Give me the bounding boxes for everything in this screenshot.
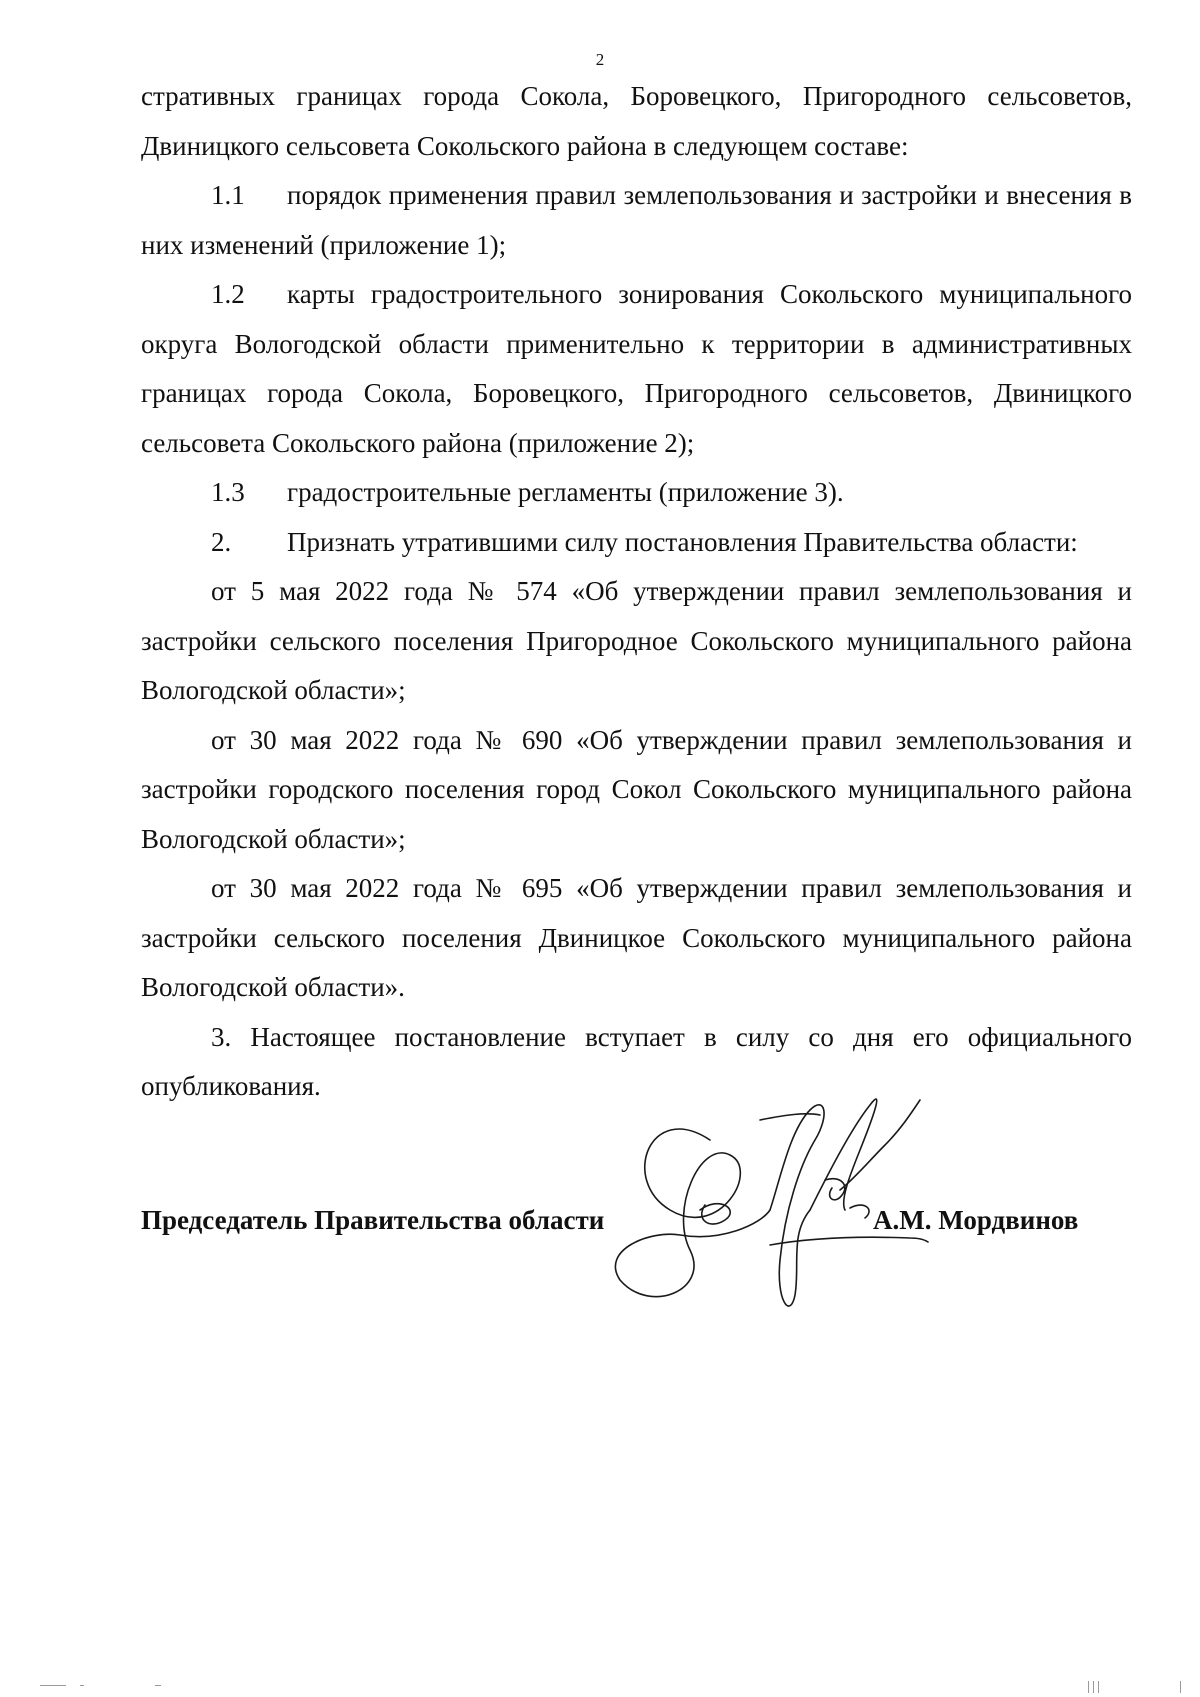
paragraph-text: стративных границах города Сокола, Боровецкого, Пригородного сельсоветов, Двиницкого сельсовета Сокольского района в следующем составе: (141, 81, 1132, 161)
list-item-1-2 (141, 270, 1132, 468)
list-item-number: 1.1 (211, 180, 245, 210)
paragraph-text: от 30 мая 2022 года № 690 «Об утверждении правил землепользования и застройки городского поселения город Сокол Сокольского муниципального района Вологодской области»; (141, 724, 1132, 854)
list-item-text: порядок применения правил землепользования и застройки и внесения в них изменений (приложение 1); (141, 180, 1132, 260)
list-item-number: 1.2 (211, 279, 245, 309)
document-body (141, 72, 1132, 1112)
list-item-1-1 (141, 171, 1132, 270)
list-item-text: Признать утратившими силу постановления Правительства области: (287, 526, 1078, 557)
handwritten-signature (610, 1060, 930, 1350)
list-item-number: 1.3 (211, 477, 245, 507)
list-item-1-3 (141, 468, 1132, 518)
list-item-text: карты градостроительного зонирования Сокольского муниципального округа Вологодской области применительно к территории в административных границах города Сокола, Боровецкого, Пригородного сельсоветов, Двиницкого сельсовета Сокольского района (приложение 2); (141, 279, 1132, 458)
page-number: 2 (595, 50, 605, 69)
list-item-text: градостроительные регламенты (приложение 3). (287, 477, 844, 507)
repealed-act-695 (141, 864, 1132, 1013)
list-item-2 (141, 518, 1132, 568)
scan-artifacts (0, 1677, 1200, 1697)
paragraph-text: от 30 мая 2022 года № 695 «Об утверждении правил землепользования и застройки сельского поселения Двиницкое Сокольского муниципального района Вологодской области». (141, 873, 1132, 1002)
list-item-number: 2. (211, 526, 232, 557)
paragraph-text: от 5 мая 2022 года № 574 «Об утверждении правил землепользования и застройки сельского поселения Пригородное Сокольского муниципального района Вологодской области»; (141, 576, 1132, 705)
repealed-act-690 (141, 716, 1132, 865)
repealed-act-574 (141, 567, 1132, 716)
paragraph-text: 3. Настоящее постановление вступает в силу со дня его официального опубликования. (141, 1021, 1132, 1101)
signatory-title: Председатель Правительства области (141, 1205, 605, 1235)
paragraph-continuation (141, 72, 1132, 171)
signatory-name: А.М. Мордвинов (873, 1205, 1079, 1235)
